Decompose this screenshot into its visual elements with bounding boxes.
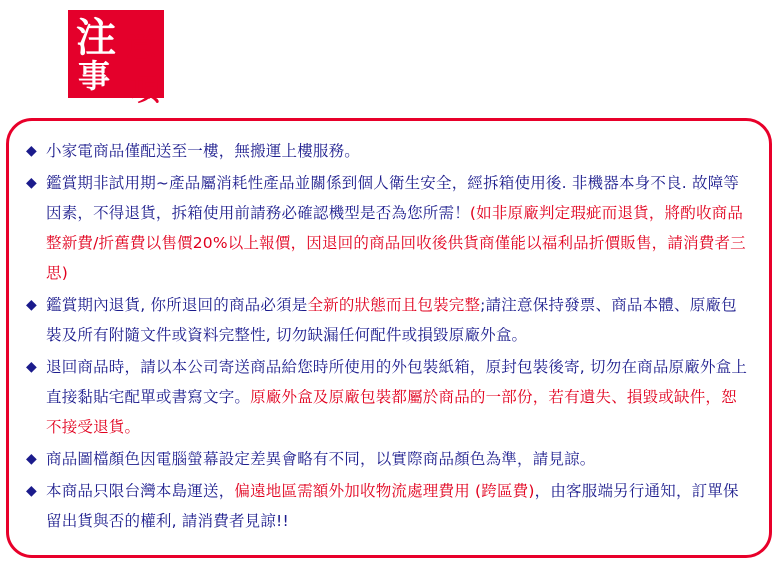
list-item [26,136,752,166]
stamp-char-1: 注 [76,15,116,61]
list-item [26,476,752,536]
bullet-icon: ◆ [26,359,37,375]
bullet-icon: ◆ [26,483,37,499]
list-item-text: 本商品只限台灣本島運送， [46,482,235,500]
list-item-text-emphasis: 全新的狀態而且包裝完整 [307,296,481,314]
list-item-text-emphasis: (如非原廠判定瑕疵而退貨，將酌收商品整新費/折舊費以售價20%以上報價，因退回的商品回收後供貨商僅能以福利品折價販售，請消費者三思) [46,204,746,282]
list-item-text-cont: ;請注意保持發票、商品本體、原廠包裝及所有附隨文件或資料完整性, 切勿缺漏任何配件或損毀原廠外盒。 [46,296,737,344]
list-item-text-cont: ，由客服端另行通知，訂單保留出貨與否的權利, 請消費者見諒!! [46,482,739,530]
stamp-char-2: 意 [126,29,156,64]
list-item [26,168,752,288]
attention-stamp [68,10,188,122]
stamp-char-4: 項 [130,73,160,108]
notice-list [26,136,752,538]
bullet-icon: ◆ [26,175,37,191]
list-item-text: 退回商品時，請以本公司寄送商品給您時所使用的外包裝紙箱，原封包裝後寄, 切勿在商品原廠外盒上直接黏貼宅配單或書寫文字。 [46,358,748,406]
list-item-text: 商品圖檔顏色因電腦螢幕設定差異會略有不同，以實際商品顏色為準，請見諒。 [46,450,596,468]
list-item [26,290,752,350]
list-item-text: 小家電商品僅配送至一樓，無搬運上樓服務。 [46,142,361,160]
list-item-text: 鑑賞期內退貨, 你所退回的商品必須是 [46,296,308,314]
list-item [26,352,752,442]
bullet-icon: ◆ [26,451,37,467]
list-item-text: 鑑賞期非試用期~產品屬消耗性產品並關係到個人衛生安全，經拆箱使用後. 非機器本身不良. 故障等因素，不得退貨，拆箱使用前請務必確認機型是否為您所需！ [46,174,740,222]
list-item-text-emphasis: 原廠外盒及原廠包裝都屬於商品的一部份，若有遺失、損毀或缺件，恕不接受退貨。 [46,388,737,436]
stamp-char-3: 事 [78,57,111,95]
list-item-text-emphasis: 偏遠地區需額外加收物流處理費用 (跨區費) [234,482,535,500]
bullet-icon: ◆ [26,297,37,313]
bullet-icon: ◆ [26,143,37,159]
list-item [26,444,752,474]
